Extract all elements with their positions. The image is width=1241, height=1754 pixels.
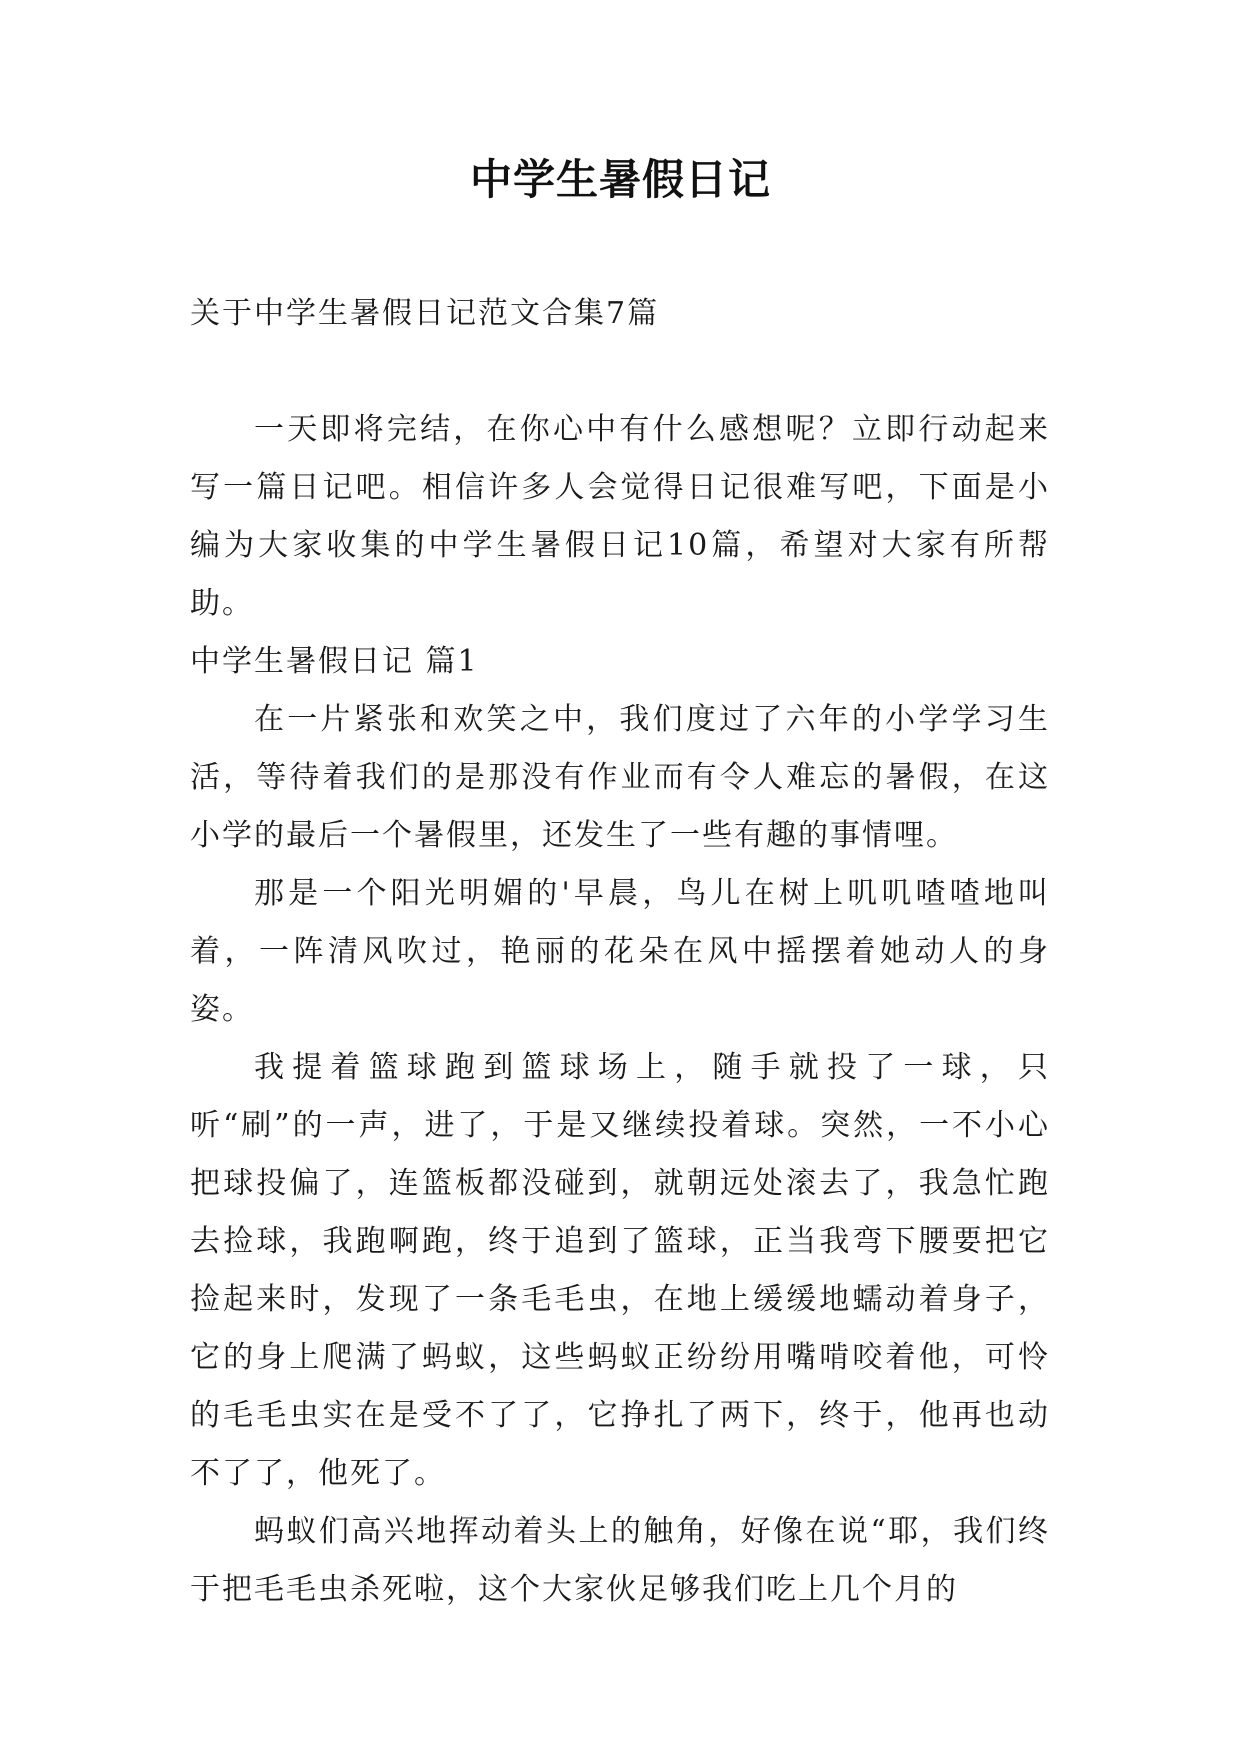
body-paragraph: 蚂蚁们高兴地挥动着头上的触角，好像在说“耶，我们终于把毛毛虫杀死啦，这个大家伙足够我们吃上几个月的 — [190, 1514, 1050, 1607]
section-heading: 中学生暑假日记 篇1 — [190, 644, 479, 679]
document-title: 中学生暑假日记 — [469, 155, 771, 204]
body-paragraph: 我提着篮球跑到篮球场上，随手就投了一球，只听“刷”的一声，进了，于是又继续投着球。突然，一不小心把球投偏了，连篮板都没碰到，就朝远处滚去了，我急忙跑去捡球，我跑啊跑，终于追到了篮球，正当我弯下腰要把它捡起来时，发现了一条毛毛虫，在地上缓缓地蠕动着身子，它的身上爬满了蚂蚁，这些蚂蚁正纷纷用嘴啃咬着他，可怜的毛毛虫实在是受不了了，它挣扎了两下，终于，他再也动不了了，他死了。 — [190, 1050, 1050, 1491]
body-paragraph: 那是一个阳光明媚的'早晨，鸟儿在树上叽叽喳喳地叫着，一阵清风吹过，艳丽的花朵在风中摇摆着她动人的身姿。 — [190, 876, 1050, 1027]
document-body — [190, 285, 1050, 1619]
intro-paragraph: 一天即将完结，在你心中有什么感想呢？立即行动起来写一篇日记吧。相信许多人会觉得日记很难写吧，下面是小编为大家收集的中学生暑假日记10篇，希望对大家有所帮助。 — [190, 412, 1050, 621]
document-subtitle: 关于中学生暑假日记范文合集7篇 — [190, 296, 660, 331]
body-paragraph: 在一片紧张和欢笑之中，我们度过了六年的小学学习生活，等待着我们的是那没有作业而有令人难忘的暑假，在这小学的最后一个暑假里，还发生了一些有趣的事情哩。 — [190, 702, 1050, 853]
